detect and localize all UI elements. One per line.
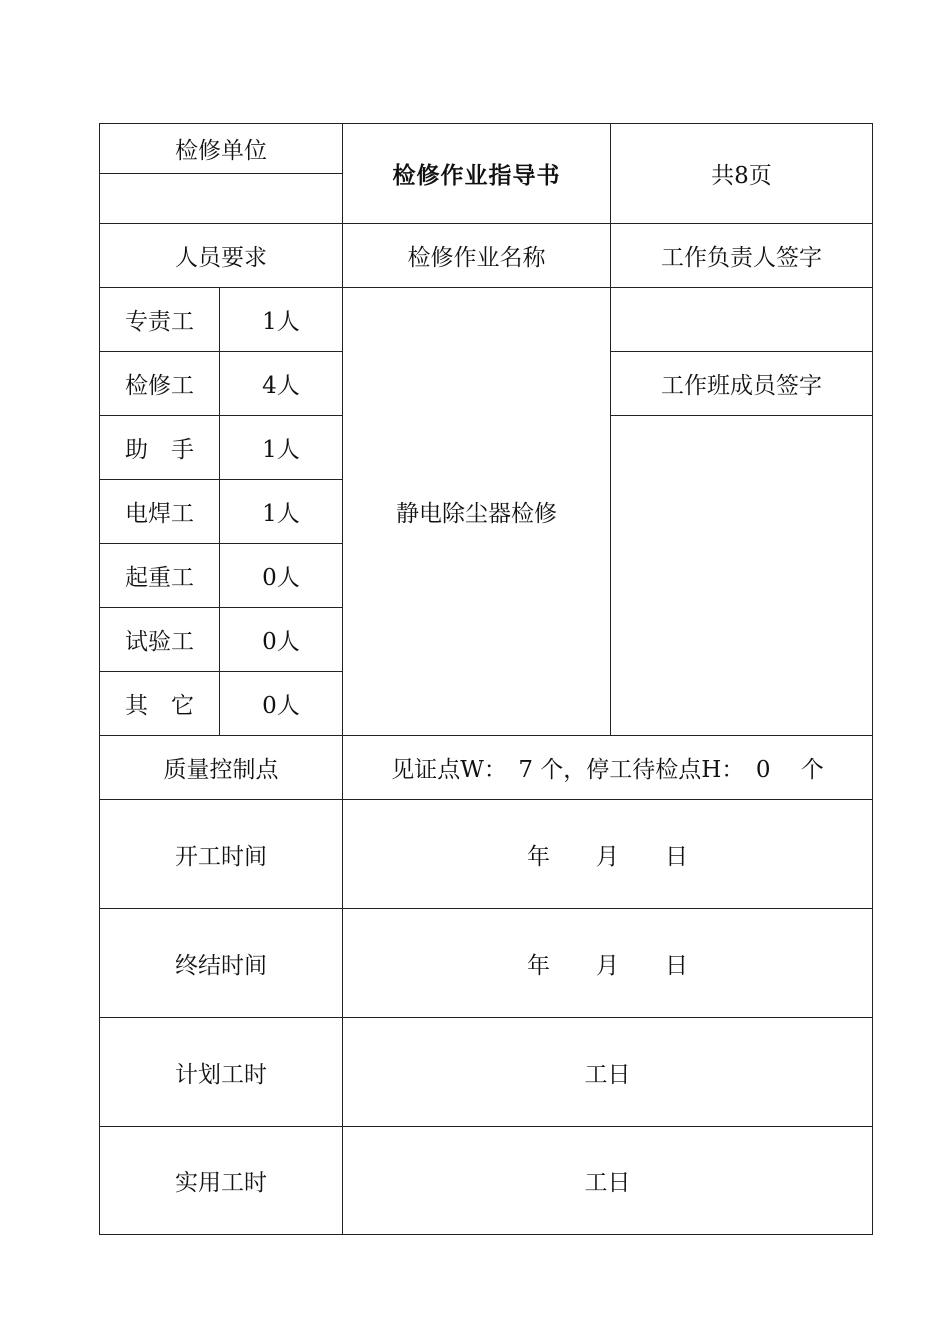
- task-name-header: 检修作业名称: [343, 224, 611, 288]
- personnel-role: 检修工: [100, 352, 220, 416]
- actual-hours-field[interactable]: [343, 1127, 873, 1235]
- end-time-label: 终结时间: [100, 909, 343, 1018]
- personnel-header: 人员要求: [100, 224, 343, 288]
- personnel-count: 1人: [220, 480, 343, 544]
- personnel-role: 电焊工: [100, 480, 220, 544]
- unit-value-field[interactable]: [100, 174, 343, 224]
- personnel-count: 1人: [220, 416, 343, 480]
- personnel-role: 其 它: [100, 672, 220, 736]
- quality-control-text: 见证点W： 7 个，停工待检点H： 0 个: [343, 736, 873, 800]
- actual-hours-label: 实用工时: [100, 1127, 343, 1235]
- year-unit: 年: [527, 952, 550, 979]
- day-unit: 日: [665, 952, 688, 979]
- task-name-value: 静电除尘器检修: [343, 288, 611, 736]
- start-time-label: 开工时间: [100, 800, 343, 909]
- personnel-role: 起重工: [100, 544, 220, 608]
- personnel-count: 0人: [220, 672, 343, 736]
- planned-hours-unit: 工日: [584, 1061, 631, 1088]
- day-unit: 日: [665, 843, 688, 870]
- personnel-count: 0人: [220, 544, 343, 608]
- quality-label: 质量控制点: [100, 736, 343, 800]
- work-instruction-form: [99, 123, 873, 1235]
- actual-hours-unit: 工日: [584, 1170, 631, 1196]
- page-count: 共8页: [611, 124, 873, 224]
- personnel-count: 1人: [220, 288, 343, 352]
- personnel-role: 专责工: [100, 288, 220, 352]
- start-time-field[interactable]: [343, 800, 873, 909]
- member-sign-field[interactable]: [611, 416, 873, 736]
- year-unit: 年: [527, 843, 550, 870]
- personnel-count: 0人: [220, 608, 343, 672]
- month-unit: 月: [596, 952, 619, 979]
- leader-sign-header: 工作负责人签字: [611, 224, 873, 288]
- unit-label: 检修单位: [100, 124, 343, 174]
- member-sign-label: 工作班成员签字: [611, 352, 873, 416]
- planned-hours-label: 计划工时: [100, 1018, 343, 1127]
- planned-hours-field[interactable]: [343, 1018, 873, 1127]
- personnel-role: 助 手: [100, 416, 220, 480]
- leader-sign-field[interactable]: [611, 288, 873, 352]
- personnel-count: 4人: [220, 352, 343, 416]
- end-time-field[interactable]: [343, 909, 873, 1018]
- document-title: 检修作业指导书: [343, 124, 611, 224]
- personnel-role: 试验工: [100, 608, 220, 672]
- month-unit: 月: [596, 843, 619, 870]
